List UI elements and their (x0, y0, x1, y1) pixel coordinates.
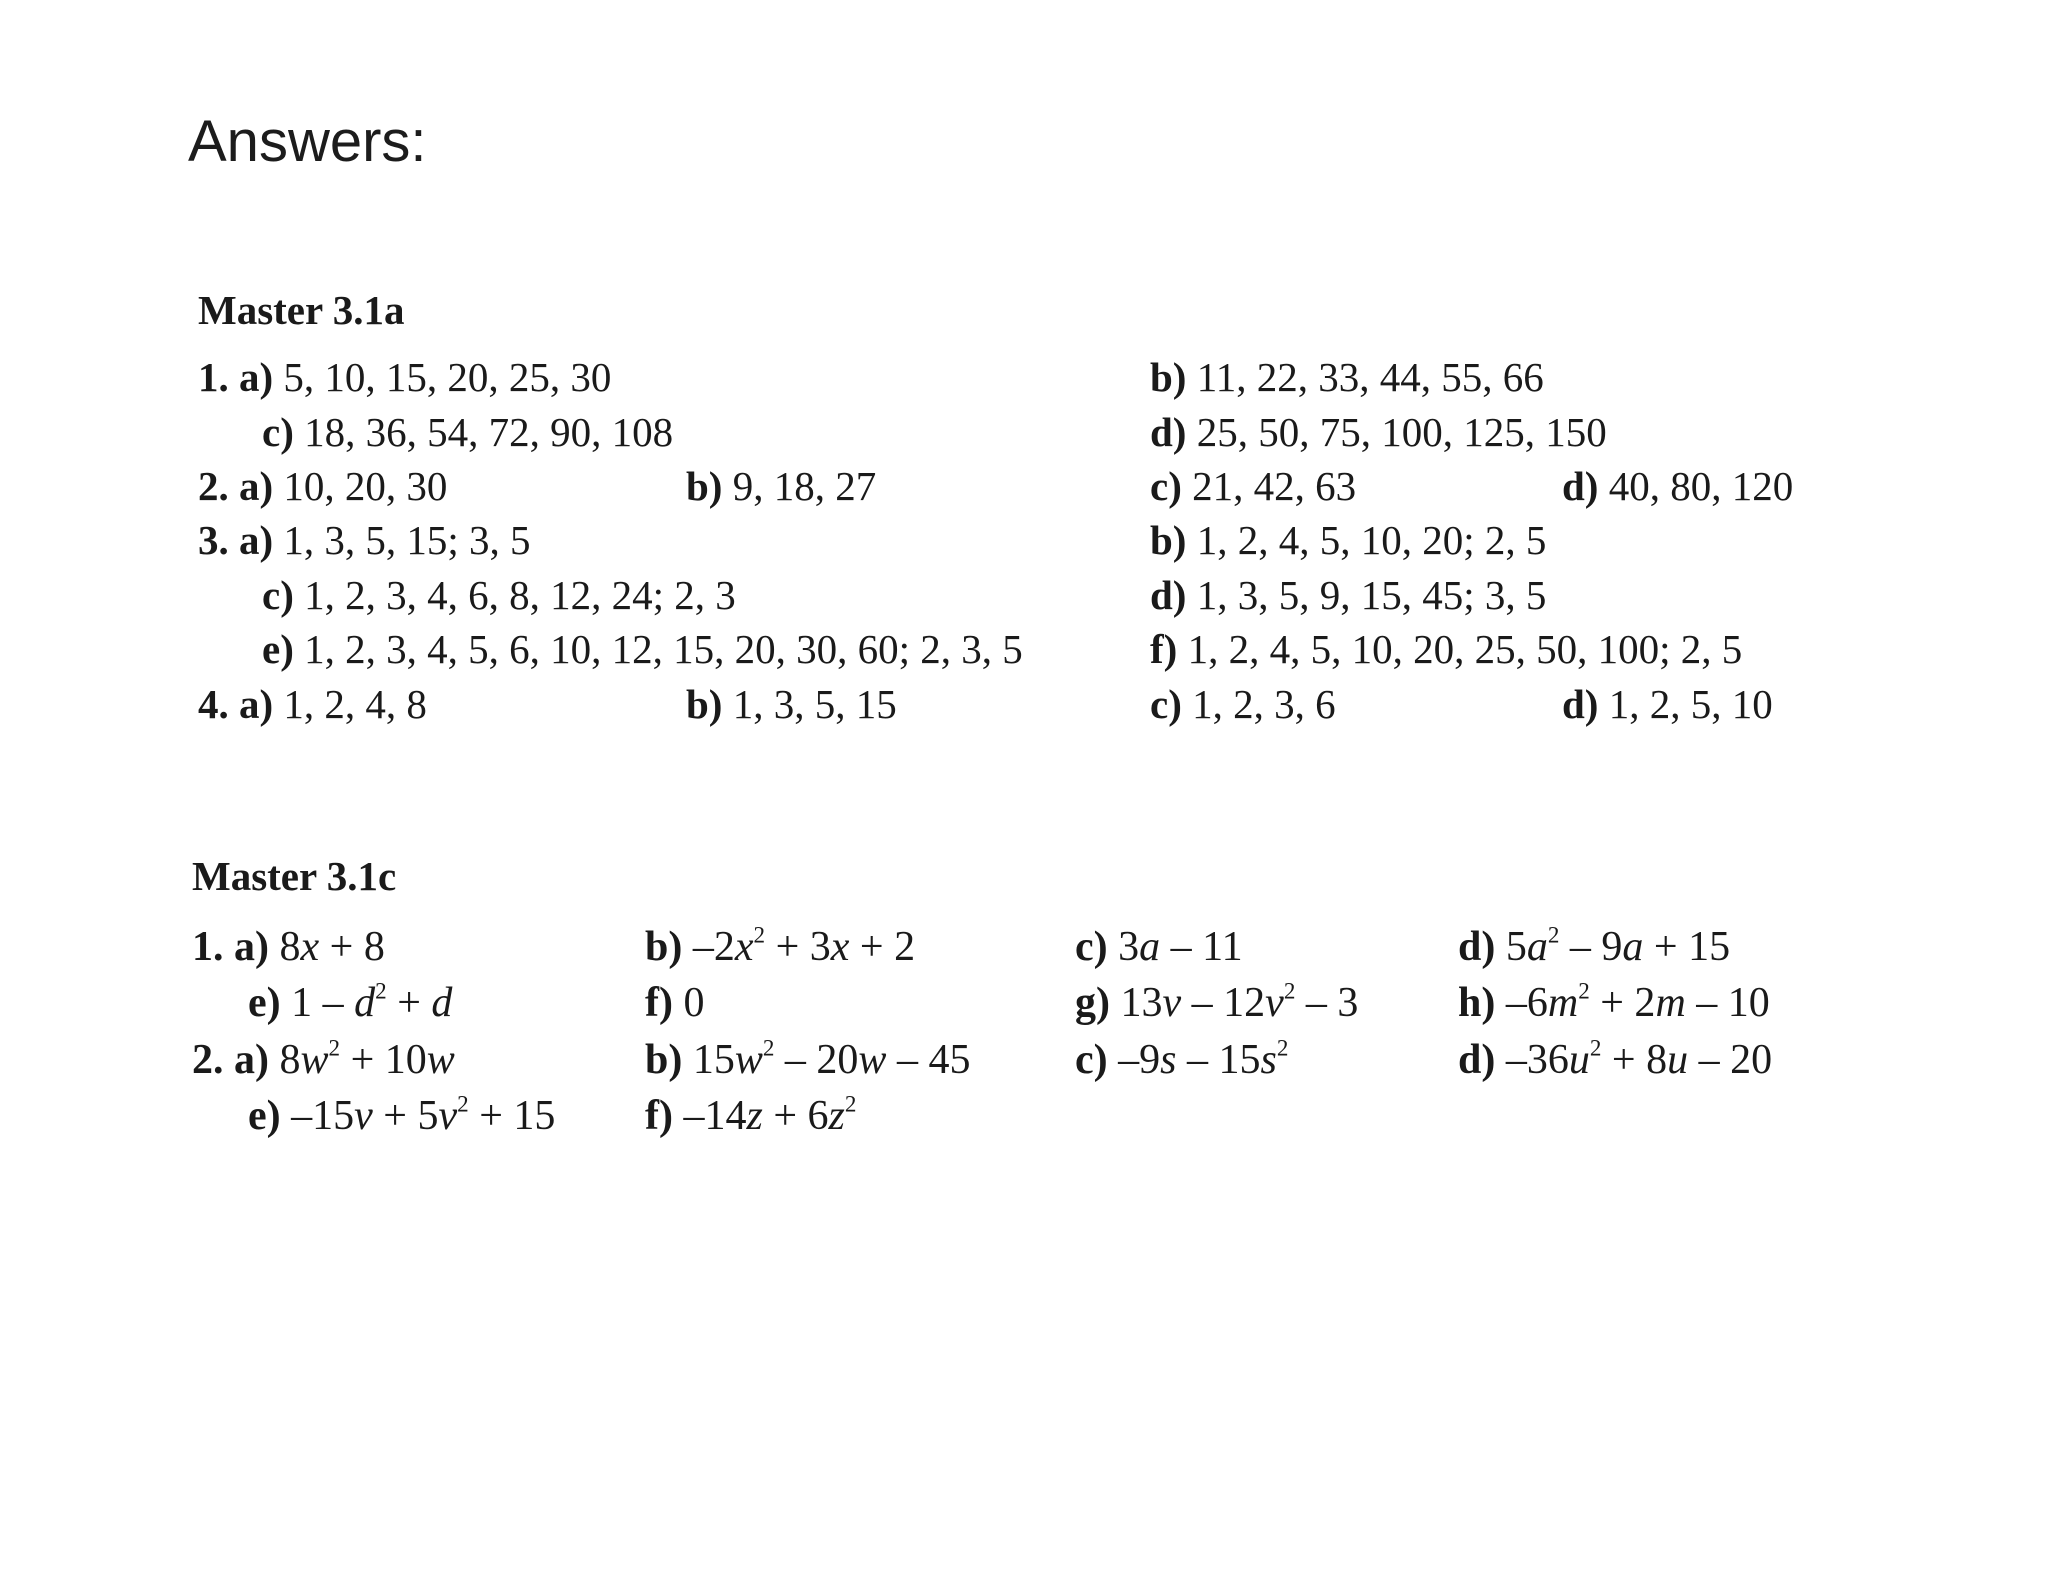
expr-part: + 6 (762, 1093, 829, 1139)
expr-variable: x (830, 924, 850, 970)
expr-part: 8 (279, 924, 301, 970)
expr-part: – 20 (1688, 1037, 1773, 1083)
expr-part: 1 – (291, 980, 355, 1026)
answer-text: 18, 36, 54, 72, 90, 108 (304, 409, 674, 455)
answer-3a (198, 517, 531, 563)
expr-variable: x (734, 924, 754, 970)
item-label: c) (1150, 681, 1182, 727)
expr-part: –6 (1505, 980, 1548, 1026)
expr-part: 5 (1505, 924, 1527, 970)
item-label: b) (1150, 517, 1187, 563)
answer-c1g (1075, 977, 1359, 1026)
item-label: b) (1150, 354, 1187, 400)
answer-text: 1, 3, 5, 15; 3, 5 (283, 517, 531, 563)
question-number: 4. (198, 681, 229, 727)
answer-3f (1150, 626, 1743, 672)
answer-text: 1, 3, 5, 15 (732, 681, 897, 727)
page-title: Answers: (188, 109, 427, 174)
answer-text: 1, 2, 4, 8 (283, 681, 427, 727)
expr-part: –15 (291, 1093, 355, 1139)
answer-text: 25, 50, 75, 100, 125, 150 (1196, 409, 1607, 455)
item-label: e) (248, 1093, 281, 1139)
expr-part: + 10 (340, 1037, 427, 1083)
expr-variable: d (354, 980, 376, 1026)
expr-variable: z (746, 1093, 763, 1139)
question-number: 2. (198, 463, 229, 509)
expr-exponent: 2 (457, 1090, 469, 1117)
answer-1c (262, 409, 674, 455)
expr-exponent: 2 (1283, 977, 1296, 1004)
expr-part: + 15 (1643, 924, 1731, 970)
answer-c1d (1458, 921, 1731, 970)
expr-variable: v (354, 1093, 373, 1139)
answer-text: 21, 42, 63 (1192, 463, 1357, 509)
expr-variable: d (431, 980, 453, 1026)
expr-variable: a (1526, 924, 1548, 970)
answer-1b (1150, 354, 1544, 400)
expr-part: 13 (1120, 980, 1163, 1026)
answer-text: 1, 3, 5, 9, 15, 45; 3, 5 (1196, 572, 1547, 618)
item-label: c) (262, 572, 294, 618)
expr-part: 8 (279, 1037, 301, 1083)
expr-part: 3 (1118, 924, 1140, 970)
answer-text: 9, 18, 27 (732, 463, 877, 509)
answer-4b (686, 681, 897, 727)
expr-part: – 11 (1160, 924, 1243, 970)
item-label: d) (1458, 924, 1496, 970)
item-label: d) (1150, 409, 1187, 455)
expr-exponent: 2 (762, 1034, 775, 1061)
expr-variable: m (1655, 980, 1686, 1026)
item-label: d) (1562, 463, 1599, 509)
expr-variable: x (300, 924, 320, 970)
expr-variable: a (1139, 924, 1161, 970)
expr-exponent: 2 (328, 1034, 341, 1061)
expr-part: – 10 (1685, 980, 1770, 1026)
item-label: d) (1562, 681, 1599, 727)
expr-part: + (386, 980, 432, 1026)
answer-2c (1150, 463, 1357, 509)
answer-3c (262, 572, 736, 618)
expr-variable: s (1260, 1037, 1277, 1083)
expr-variable: v (1265, 980, 1284, 1026)
expr-part: 0 (683, 980, 705, 1026)
expr-part: – 15 (1176, 1037, 1261, 1083)
answer-1a (198, 354, 612, 400)
answer-c2d (1458, 1034, 1773, 1083)
item-label: d) (1150, 572, 1187, 618)
expr-part: – 45 (886, 1037, 971, 1083)
answer-4d (1562, 681, 1773, 727)
answer-text: 11, 22, 33, 44, 55, 66 (1196, 354, 1544, 400)
expr-part: + 3 (765, 924, 831, 970)
expr-part: + 8 (1601, 1037, 1668, 1083)
item-label: c) (262, 409, 294, 455)
expr-variable: w (734, 1037, 763, 1083)
item-label: g) (1075, 980, 1110, 1026)
answer-c2b (645, 1034, 971, 1083)
answer-4a (198, 681, 427, 727)
expr-part: –36 (1505, 1037, 1569, 1083)
answer-2b (686, 463, 877, 509)
answer-c1b (645, 921, 916, 970)
item-label: b) (645, 924, 683, 970)
expr-part: + 5 (372, 1093, 439, 1139)
answer-c1f (645, 982, 704, 1024)
item-label: c) (1075, 1037, 1108, 1083)
expr-variable: w (858, 1037, 887, 1083)
expr-part: – 12 (1181, 980, 1266, 1026)
answer-c2c (1075, 1034, 1289, 1083)
expr-exponent: 2 (753, 921, 766, 948)
expr-exponent: 2 (1547, 921, 1560, 948)
expr-variable: w (426, 1037, 455, 1083)
expr-variable: s (1160, 1037, 1177, 1083)
answer-text: 1, 2, 3, 4, 5, 6, 10, 12, 15, 20, 30, 60; 2, 3, 5 (304, 626, 1023, 672)
expr-variable: v (1162, 980, 1182, 1026)
expr-part: + 2 (849, 924, 916, 970)
item-label: b) (645, 1037, 683, 1083)
item-label: a) (239, 517, 274, 563)
expr-exponent: 2 (1276, 1034, 1289, 1061)
question-number: 2. (192, 1037, 224, 1083)
item-label: f) (645, 1093, 673, 1139)
expr-part: – 3 (1295, 980, 1359, 1026)
item-label: a) (234, 1037, 269, 1083)
item-label: a) (234, 924, 269, 970)
expr-part: – 20 (774, 1037, 859, 1083)
expr-part: + 15 (468, 1093, 556, 1139)
question-number: 1. (192, 924, 224, 970)
question-number: 1. (198, 354, 229, 400)
answer-c1c (1075, 926, 1243, 968)
expr-exponent: 2 (844, 1090, 857, 1117)
item-label: b) (686, 463, 723, 509)
expr-exponent: 2 (1589, 1034, 1602, 1061)
item-label: f) (645, 980, 673, 1026)
answer-text: 1, 2, 5, 10 (1608, 681, 1773, 727)
expr-part: – 9 (1559, 924, 1623, 970)
section-heading: Master 3.1a (198, 287, 405, 333)
answer-text: 1, 2, 3, 4, 6, 8, 12, 24; 2, 3 (304, 572, 736, 618)
expr-variable: u (1568, 1037, 1590, 1083)
item-label: f) (1150, 626, 1178, 672)
item-label: a) (239, 681, 274, 727)
expr-exponent: 2 (1578, 977, 1590, 1004)
answer-4c (1150, 681, 1336, 727)
item-label: c) (1075, 924, 1108, 970)
expr-variable: w (300, 1037, 329, 1083)
answer-text: 1, 2, 3, 6 (1192, 681, 1336, 727)
expr-variable: v (438, 1093, 458, 1139)
answer-c1e (248, 977, 453, 1026)
expr-part: + 2 (1589, 980, 1656, 1026)
item-label: h) (1458, 980, 1496, 1026)
expr-part: 15 (692, 1037, 735, 1083)
answer-text: 10, 20, 30 (283, 463, 448, 509)
expr-variable: u (1667, 1037, 1689, 1083)
answer-2d (1562, 463, 1794, 509)
item-label: e) (262, 626, 294, 672)
answer-3e (262, 626, 1023, 672)
answer-1d (1150, 409, 1607, 455)
answer-c2f (645, 1090, 857, 1139)
item-label: a) (239, 354, 274, 400)
item-label: d) (1458, 1037, 1496, 1083)
item-label: e) (248, 980, 281, 1026)
expr-variable: a (1622, 924, 1644, 970)
answer-3d (1150, 572, 1547, 618)
answer-text: 1, 2, 4, 5, 10, 20; 2, 5 (1196, 517, 1547, 563)
expr-part: –14 (683, 1093, 747, 1139)
expr-variable: m (1547, 980, 1579, 1026)
answer-2a (198, 463, 448, 509)
expr-part: –9 (1118, 1037, 1161, 1083)
item-label: b) (686, 681, 723, 727)
answer-text: 1, 2, 4, 5, 10, 20, 25, 50, 100; 2, 5 (1187, 626, 1743, 672)
expr-variable: z (828, 1093, 845, 1139)
expr-part: + 8 (319, 924, 385, 970)
question-number: 3. (198, 517, 229, 563)
answer-text: 40, 80, 120 (1608, 463, 1794, 509)
section-heading: Master 3.1c (192, 853, 397, 899)
expr-part: –2 (692, 924, 735, 970)
answer-c1h (1458, 977, 1770, 1026)
answer-c2e (248, 1090, 556, 1139)
item-label: a) (239, 463, 274, 509)
answer-c1a (192, 926, 385, 968)
expr-exponent: 2 (375, 977, 387, 1004)
item-label: c) (1150, 463, 1182, 509)
answer-3b (1150, 517, 1547, 563)
answer-c2a (192, 1034, 455, 1083)
answer-text: 5, 10, 15, 20, 25, 30 (283, 354, 612, 400)
